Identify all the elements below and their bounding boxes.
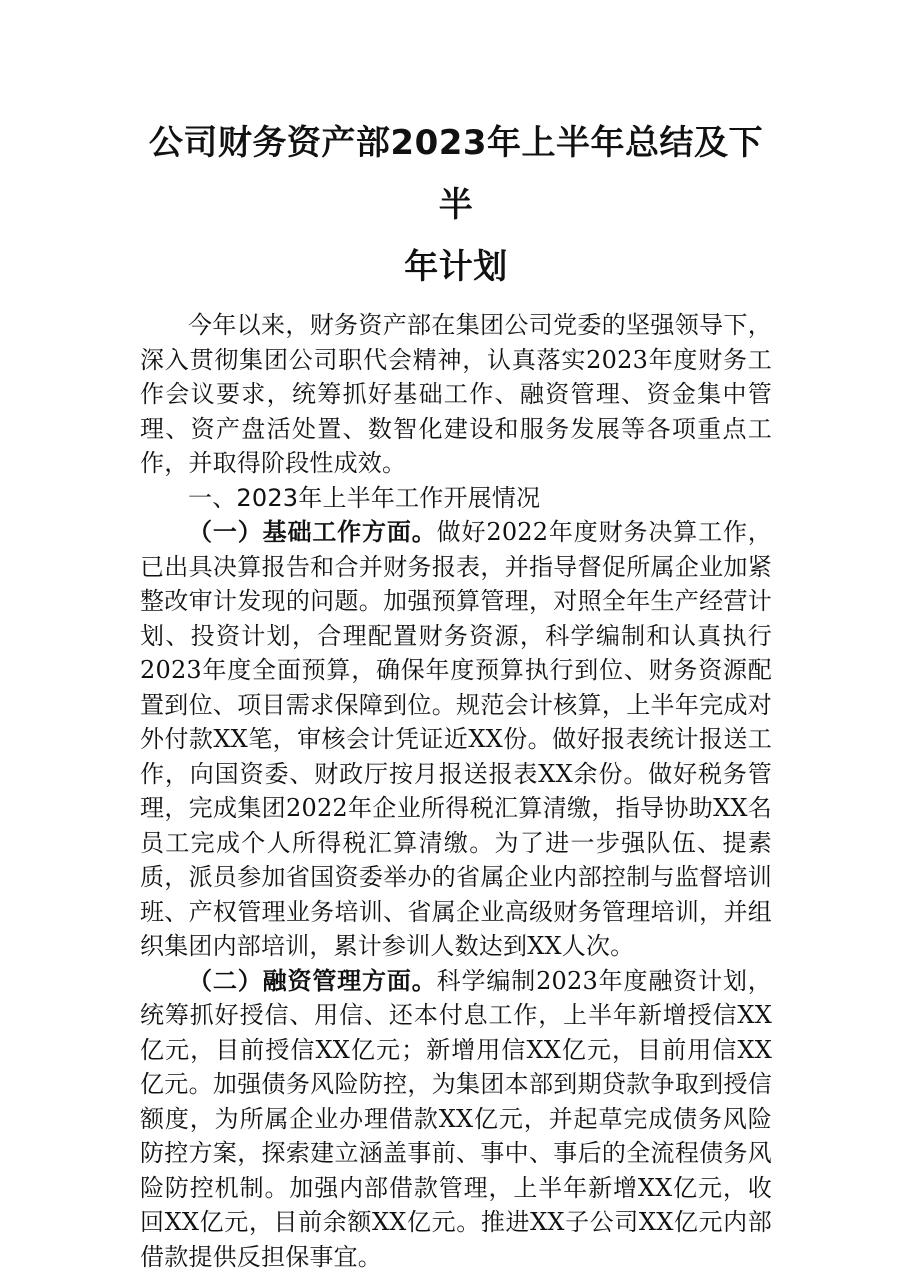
document-page bbox=[140, 112, 772, 1274]
document-title bbox=[140, 112, 772, 298]
document-body bbox=[140, 308, 772, 1274]
title-line-2: 年计划 bbox=[404, 247, 508, 287]
title-line-1: 公司财务资产部2023年上半年总结及下半 bbox=[148, 123, 764, 225]
section-heading: 一、2023年上半年工作开展情况 bbox=[188, 483, 541, 512]
paragraph-lead: （一）基础工作方面。 bbox=[188, 517, 437, 546]
intro-paragraph: 今年以来，财务资产部在集团公司党委的坚强领导下，深入贯彻集团公司职代会精神，认真落实2023年度财务工作会议要求，统筹抓好基础工作、融资管理、资金集中管理、资产盘活处置、数智化建设和服务发展等各项重点工作，并取得阶段性成效。 bbox=[140, 311, 772, 477]
paragraph-financing bbox=[140, 964, 772, 1275]
paragraph-text: 做好2022年度财务决算工作，已出具决算报告和合并财务报表，并指导督促所属企业加紧整改审计发现的问题。加强预算管理，对照全年生产经营计划、投资计划，合理配置财务资源，科学编制和认真执行2023年度全面预算，确保年度预算执行到位、财务资源配置到位、项目需求保障到位。规范会计核算，上半年完成对外付款XX笔，审核会计凭证近XX份。做好报表统计报送工作，向国资委、财政厅按月报送报表XX余份。做好税务管理，完成集团2022年企业所得税汇算清缴，指导协助XX名员工完成个人所得税汇算清缴。为了进一步强队伍、提素质，派员参加省国资委举办的省属企业内部控制与监督培训班、产权管理业务培训、省属企业高级财务管理培训，并组织集团内部培训，累计参训人数达到XX人次。 bbox=[140, 518, 773, 960]
paragraph-lead: （二）融资管理方面。 bbox=[188, 965, 437, 995]
paragraph-text: 科学编制2023年度融资计划，统筹抓好授信、用信、还本付息工作，上半年新增授信XX亿元，目前授信XX亿元；新增用信XX亿元，目前用信XX亿元。加强债务风险防控，为集团本部到期贷款争取到授信额度，为所属企业办理借款XX亿元，并起草完成债务风险防控方案，探索建立涵盖事前、事中、事后的全流程债务风险防控机制。加强内部借款管理，上半年新增XX亿元，收回XX亿元，目前余额XX亿元。推进XX子公司XX亿元内部借款提供反担保事宜。 bbox=[140, 966, 773, 1271]
paragraph-basic-work bbox=[140, 515, 772, 964]
